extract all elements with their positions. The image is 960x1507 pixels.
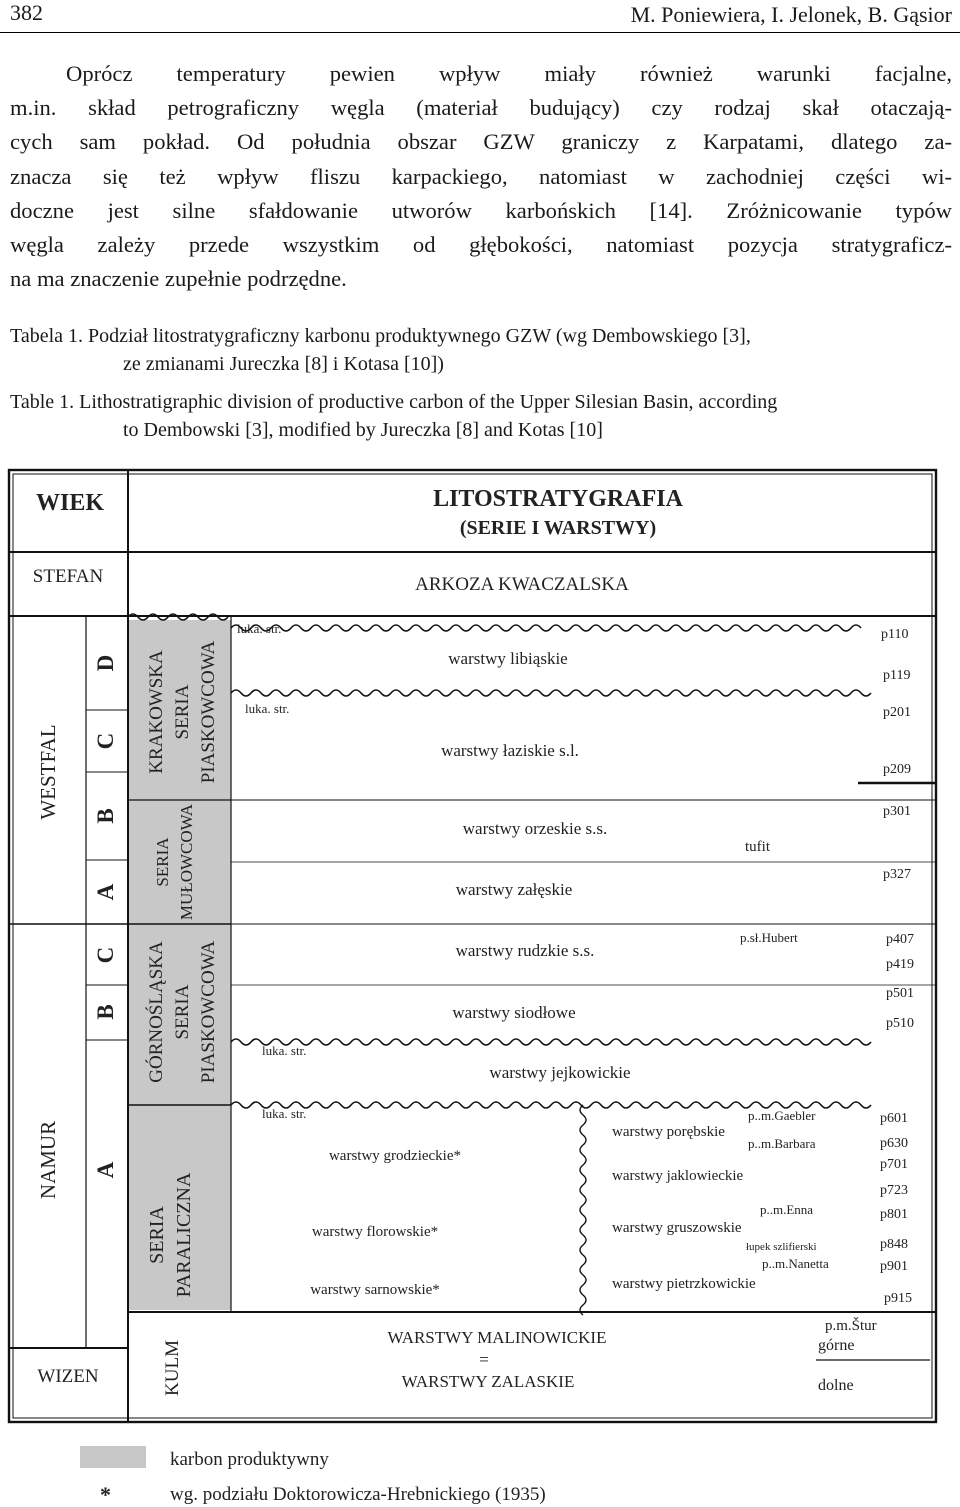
head-age: WIEK xyxy=(35,490,105,516)
substage-a: A xyxy=(93,883,118,901)
age-westfal: WESTFAL xyxy=(36,724,60,820)
legend-asterisk-label: wg. podziału Doktorowicza-Hrebnickiego (1935) xyxy=(170,1484,546,1505)
seam-stur: p.m.Štur xyxy=(825,1318,877,1334)
legend-asterisk: * xyxy=(100,1482,111,1507)
age-stefan: STEFAN xyxy=(32,566,104,587)
legend-swatch-label: karbon produktywny xyxy=(170,1449,329,1470)
gap-label: luka. str. xyxy=(262,1043,307,1058)
series-paraliczna: PARALICZNA xyxy=(173,1172,195,1298)
seam-gaebler: p..m.Gaebler xyxy=(748,1108,816,1123)
seam-nanetta: p..m.Nanetta xyxy=(762,1256,829,1271)
tufit: tufit xyxy=(745,839,770,855)
gap-label: luka. str. xyxy=(237,621,282,636)
facies-boundary xyxy=(580,1105,586,1315)
layer-libiaskie: warstwy libiąskie xyxy=(448,649,568,668)
substage-c: C xyxy=(93,946,118,964)
seam-code: p848 xyxy=(880,1237,908,1252)
seam-code: p110 xyxy=(881,627,909,642)
seam-code: p915 xyxy=(884,1291,912,1306)
seam-code: p510 xyxy=(886,1016,914,1031)
lupek-szlifierski: łupek szlifierski xyxy=(746,1241,817,1253)
legend-swatch xyxy=(80,1446,146,1468)
seam-code: p209 xyxy=(883,762,911,777)
seam-code: p327 xyxy=(883,867,911,882)
gap-label: luka. str. xyxy=(262,1106,307,1121)
paragraph-line: węgla zależy przede wszystkim od głębokości, natomiast pozycja stratygraficz- xyxy=(10,231,952,257)
layer-grodzieckie: warstwy grodzieckie* xyxy=(328,1148,462,1164)
authors: M. Poniewiera, I. Jelonek, B. Gąsior xyxy=(630,2,952,27)
series-mulowcowa: MUŁOWCOWA xyxy=(177,803,196,921)
paragraph-line: Oprócz temperatury pewien wpływ miały również warunki facjalne, xyxy=(66,61,952,86)
seam-code: p901 xyxy=(880,1259,908,1274)
seam-code: p301 xyxy=(883,804,911,819)
head-lito: LITOSTRATYGRAFIA xyxy=(433,486,683,512)
page-number: 382 xyxy=(10,0,43,25)
paragraph-line: na ma znaczenie zupełnie podrzędne. xyxy=(10,266,347,292)
series-krakowska: KRAKOWSKA xyxy=(146,650,167,774)
series-mulowcowa: SERIA xyxy=(153,837,172,887)
paragraph-line: m.in. skład petrograficzny węgla (materiał budujący) czy rodzaj skał otaczają- xyxy=(10,95,952,121)
arkoza-kwaczalska: ARKOZA KWACZALSKA xyxy=(415,574,629,595)
stur-lower: dolne xyxy=(818,1377,854,1394)
gap-label: luka. str. xyxy=(245,701,290,716)
series-paraliczna: SERIA xyxy=(146,1206,168,1264)
series-kulm: KULM xyxy=(162,1340,183,1396)
seam-code: p407 xyxy=(886,932,914,947)
seam-enna: p..m.Enna xyxy=(760,1202,814,1217)
layer-orzeskie: warstwy orzeskie s.s. xyxy=(462,819,608,838)
seam-code: p419 xyxy=(886,957,914,972)
seam-code: p723 xyxy=(880,1183,908,1198)
caption-line: to Dembowski [3], modified by Jureczka [8] and Kotas [10] xyxy=(123,419,603,441)
stur-upper: górne xyxy=(818,1337,855,1354)
substage-b: B xyxy=(93,808,118,824)
series-gornoslaska: PIASKOWCOWA xyxy=(198,940,219,1084)
seam-code: p501 xyxy=(886,986,914,1001)
unconformity-line xyxy=(231,1039,871,1045)
head-lito-sub: (SERIE I WARSTWY) xyxy=(459,517,657,539)
layer-sarnowskie: warstwy sarnowskie* xyxy=(310,1282,440,1298)
age-namur: NAMUR xyxy=(36,1120,60,1200)
paragraph-line: doczne jest silne sfałdowanie utworów karbońskich [14]. Zróżnicowanie typów xyxy=(10,197,952,223)
unconformity-line xyxy=(231,690,871,696)
substage-a: A xyxy=(93,1161,118,1179)
layer-siodlowe: warstwy siodłowe xyxy=(452,1003,576,1022)
layer-rudzkie: warstwy rudzkie s.s. xyxy=(455,941,595,960)
malinowickie: WARSTWY MALINOWICKIE xyxy=(387,1328,607,1347)
paragraph-line: znacza się też wpływ fliszu karpackiego, natomiast w zachodniej części wi- xyxy=(10,163,952,189)
series-gornoslaska: GÓRNOŚLĄSKA xyxy=(146,941,167,1083)
substage-d: D xyxy=(93,654,118,672)
layer-zaleskie: warstwy załęskie xyxy=(455,880,573,899)
layer-pietrzkowickie: warstwy pietrzkowickie xyxy=(612,1276,756,1292)
series-gornoslaska: SERIA xyxy=(172,984,193,1040)
layer-porebskie: warstwy porębskie xyxy=(612,1124,725,1140)
seam-code: p601 xyxy=(880,1111,908,1126)
layer-laziskie: warstwy łaziskie s.l. xyxy=(441,741,579,760)
layer-jejkowickie: warstwy jejkowickie xyxy=(489,1063,631,1082)
caption-line: Table 1. Lithostratigraphic division of productive carbon of the Upper Silesian Basin, according xyxy=(10,391,778,413)
layer-jaklowieckie: warstwy jaklowieckie xyxy=(612,1168,744,1184)
zalaskie: WARSTWY ZALASKIE xyxy=(401,1372,575,1391)
substage-b: B xyxy=(93,1004,118,1020)
layer-florowskie: warstwy florowskie* xyxy=(311,1224,439,1240)
age-wizen: WIZEN xyxy=(37,1366,99,1387)
caption-line: ze zmianami Jureczka [8] i Kotasa [10]) xyxy=(123,353,444,375)
seam-code: p701 xyxy=(880,1157,908,1172)
seam-code: p201 xyxy=(883,705,911,720)
seam-hubert: p.sł.Hubert xyxy=(740,930,798,945)
seam-code: p801 xyxy=(880,1207,908,1222)
series-krakowska: SERIA xyxy=(172,684,193,740)
seam-barbara: p..m.Barbara xyxy=(748,1136,816,1151)
substage-c: C xyxy=(93,732,118,750)
paragraph-line: cych sam pokład. Od południa obszar GZW graniczy z Karpatami, dlatego za- xyxy=(10,129,952,155)
equals-sign: = xyxy=(479,1350,489,1369)
seam-code: p630 xyxy=(880,1136,908,1151)
caption-line: Tabela 1. Podział litostratygraficzny karbonu produktywnego GZW (wg Dembowskiego [3], xyxy=(10,325,751,347)
unconformity-line xyxy=(231,625,861,631)
layer-gruszowskie: warstwy gruszowskie xyxy=(612,1220,742,1236)
seam-code: p119 xyxy=(883,668,911,683)
series-krakowska: PIASKOWCOWA xyxy=(198,640,219,784)
